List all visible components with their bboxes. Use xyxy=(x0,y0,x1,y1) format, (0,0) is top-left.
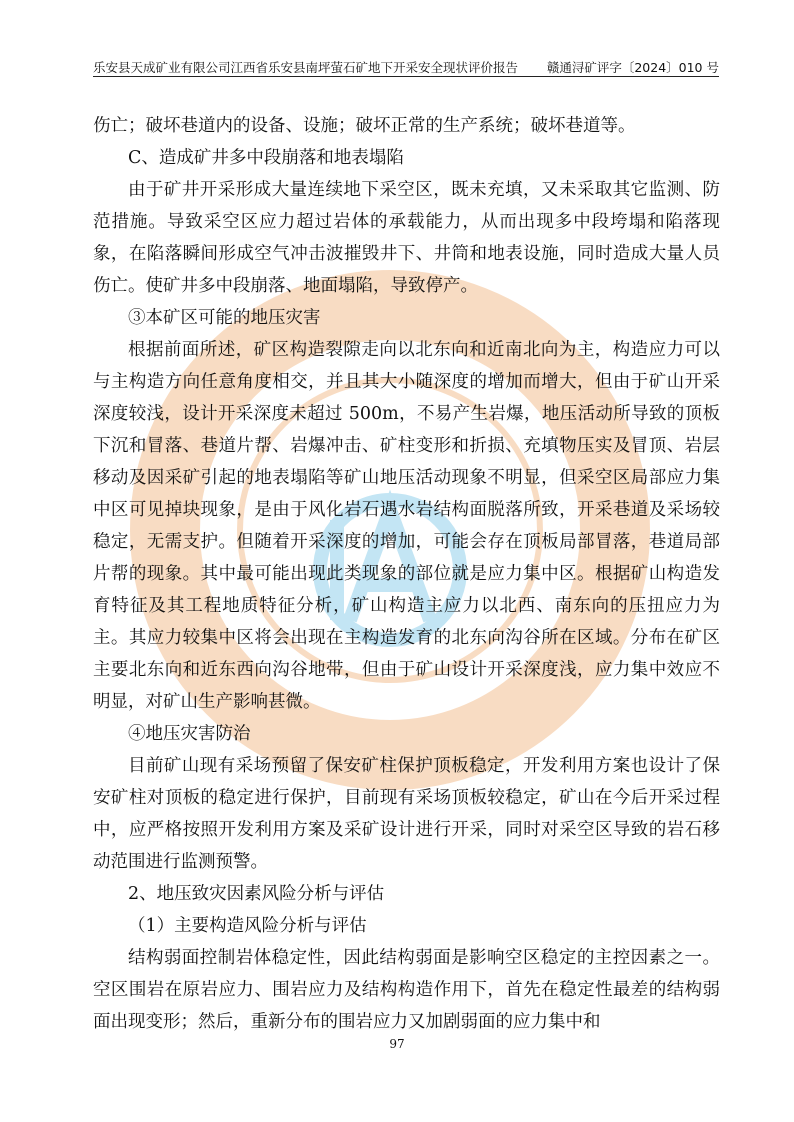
report-title: 乐安县天成矿业有限公司江西省乐安县南坪萤石矿地下开采安全现状评价报告 xyxy=(93,60,519,75)
document-number: 赣通浔矿评字〔2024〕010 号 xyxy=(546,60,719,75)
subheading-possible-hazards: ③本矿区可能的地压灾害 xyxy=(128,308,321,328)
paragraph-prevention: 目前矿山现有采场预留了保安矿柱保护顶板稳定，开发利用方案也设计了保安矿柱对顶板的稳定进行保护，目前现有采场顶板较稳定，矿山在今后开采过程中，应严格按照开发利用方案及采矿设计进行开采，同时对采空区导致的岩石移动范围进行监测预警。 xyxy=(93,756,720,872)
section-heading-risk: 2、地压致灾因素风险分析与评估 xyxy=(128,884,385,904)
paragraph-hazard-analysis: 根据前面所述，矿区构造裂隙走向以北东向和近南北向为主，构造应力可以与主构造方向任意角度相交，并且其大小随深度的增加而增大，但由于矿山开采深度较浅，设计开采深度未超过 500m，不易产生岩爆，地压活动所导致的顶板下沉和冒落、巷道片帮、岩爆冲击、矿柱变形和折损、充填物压实及冒顶、岩层移动及因采矿引起的地表塌陷等矿山地压活动现象不明显，但采空区局部应力集中区可见掉块现象，是由于风化岩石遇水岩结构面脱落所致，开采巷道及采场较稳定，无需支护。但随着开采深度的增加，可能会存在顶板局部冒落，巷道局部片帮的现象。其中最可能出现此类现象的部位就是应力集中区。根据矿山构造发育特征及其工程地质特征分析，矿山构造主应力以北西、南东向的压扭应力为主。其应力较集中区将会出现在主构造发育的北东向沟谷所在区域。分布在矿区主要北东向和近东西向沟谷地带，但由于矿山设计开采深度浅，应力集中效应不明显，对矿山生产影响甚微。 xyxy=(93,340,720,712)
paragraph-collapse: 由于矿井开采形成大量连续地下采空区，既未充填，又未采取其它监测、防范措施。导致采空区应力超过岩体的承载能力，从而出现多中段垮塌和陷落现象，在陷落瞬间形成空气冲击波摧毁井下、井筒和地表设施，同时造成大量人员伤亡。使矿井多中段崩落、地面塌陷，导致停产。 xyxy=(93,180,720,296)
paragraph-structure-analysis: 结构弱面控制岩体稳定性，因此结构弱面是影响空区稳定的主控因素之一。空区围岩在原岩应力、围岩应力及结构构造作用下，首先在稳定性最差的结构弱面出现变形；然后，重新分布的围岩应力又加剧弱面的应力集中和 xyxy=(93,948,720,1032)
paragraph-continuation: 伤亡；破坏巷道内的设备、设施；破坏正常的生产系统；破坏巷道等。 xyxy=(93,116,636,136)
subsection-heading-structure: （1）主要构造风险分析与评估 xyxy=(128,916,367,936)
subheading-c: C、造成矿井多中段崩落和地表塌陷 xyxy=(128,148,404,168)
page-header xyxy=(93,50,719,77)
subheading-hazard-prevention: ④地压灾害防治 xyxy=(128,724,251,744)
page-number: 97 xyxy=(389,1037,405,1051)
document-body xyxy=(93,110,720,1038)
